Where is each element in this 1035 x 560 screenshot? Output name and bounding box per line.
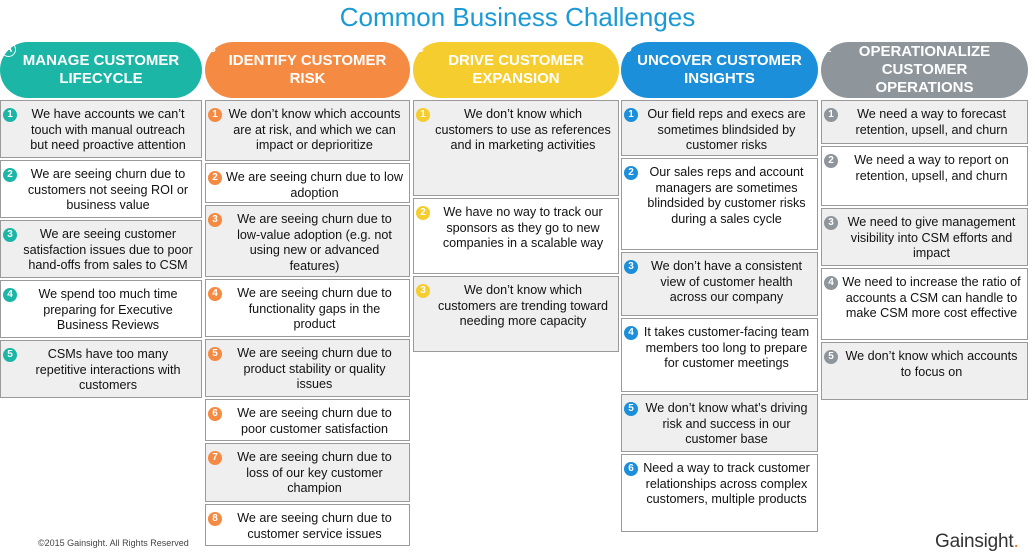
list-item <box>0 100 202 158</box>
item-text: Need a way to track customer relationships across complex customers, multiple products <box>643 461 810 506</box>
item-text: We don’t know which customers are trending toward needing more capacity <box>437 283 609 328</box>
column-header <box>621 42 818 98</box>
number-badge: 5 <box>824 350 838 364</box>
number-badge: 1 <box>3 108 17 122</box>
item-text: We don’t know which accounts to focus on <box>845 349 1018 379</box>
item-text: We are seeing churn due to product stability or quality issues <box>237 346 392 391</box>
item-text: Our field reps and execs are sometimes blindsided by customer risks <box>647 107 806 152</box>
number-badge: 3 <box>416 284 430 298</box>
item-text: We need a way to report on retention, upsell, and churn <box>854 153 1009 183</box>
number-badge: 3 <box>3 228 17 242</box>
column-header <box>205 42 410 98</box>
item-text: We are seeing churn due to low adoption <box>226 170 403 200</box>
number-badge: 8 <box>208 512 222 526</box>
column-header <box>0 42 202 98</box>
list-item <box>0 280 202 338</box>
number-badge: 2 <box>208 171 222 185</box>
number-badge: 2 <box>824 154 838 168</box>
item-text: We are seeing churn due to customers not seeing ROI or business value <box>27 167 189 212</box>
number-badge: 4 <box>3 288 17 302</box>
number-badge: 5 <box>3 348 17 362</box>
list-item <box>621 252 818 316</box>
item-text: We don’t know what’s driving risk and success in our customer base <box>645 401 808 446</box>
list-item <box>413 276 619 352</box>
list-item <box>205 279 410 337</box>
list-item <box>205 205 410 277</box>
number-badge: 1 <box>824 108 838 122</box>
number-badge: 2 <box>416 206 430 220</box>
number-badge: 2 <box>624 166 638 180</box>
list-item <box>205 443 410 502</box>
number-badge: 1 <box>208 108 222 122</box>
item-text: We spend too much time preparing for Executive Business Reviews <box>38 287 178 332</box>
item-text: We don’t know which accounts are at risk, and which we can impact or deprioritize <box>228 107 401 152</box>
list-item <box>413 100 619 196</box>
column-letter: B <box>208 43 216 55</box>
item-text: We are seeing churn due to low-value adoption (e.g. not using new or advanced features) <box>237 212 392 273</box>
column-letter: D <box>624 43 632 55</box>
number-badge: 2 <box>3 168 17 182</box>
list-item <box>621 158 818 250</box>
list-item <box>621 394 818 452</box>
item-text: We are seeing churn due to functionality gaps in the product <box>237 286 392 331</box>
column-header <box>821 42 1028 98</box>
page-title: Common Business Challenges <box>339 2 696 32</box>
column-uncover-customer-insights <box>621 42 818 534</box>
list-item <box>821 342 1028 400</box>
number-badge: 4 <box>824 276 838 290</box>
column-header-label: MANAGE CUSTOMER LIFECYCLE <box>22 51 180 87</box>
item-text: It takes customer-facing team members too long to prepare for customer meetings <box>643 325 810 370</box>
list-item <box>205 100 410 161</box>
item-text: We have no way to track our sponsors as they go to new companies in a scalable way <box>442 205 604 250</box>
list-item <box>0 160 202 218</box>
column-header-label: DRIVE CUSTOMER EXPANSION <box>448 51 584 87</box>
item-text: CSMs have too many repetitive interactions with customers <box>35 347 181 392</box>
column-letter: A <box>1 42 16 57</box>
list-item <box>0 340 202 398</box>
number-badge: 6 <box>208 407 222 421</box>
item-text: Our sales reps and account managers are sometimes blindsided by customer risks during a sales cycle <box>647 165 806 226</box>
list-item <box>621 454 818 532</box>
number-badge: 5 <box>624 402 638 416</box>
number-badge: 3 <box>624 260 638 274</box>
list-item <box>205 163 410 203</box>
number-badge: 1 <box>624 108 638 122</box>
column-header <box>413 42 619 98</box>
number-badge: 4 <box>208 287 222 301</box>
list-item <box>821 268 1028 340</box>
column-manage-customer-lifecycle <box>0 42 202 400</box>
number-badge: 5 <box>208 347 222 361</box>
list-item <box>205 504 410 546</box>
item-text: We don’t know which customers to use as references and in marketing activities <box>435 107 611 152</box>
item-text: We need a way to forecast retention, upsell, and churn <box>855 107 1008 137</box>
item-text: We are seeing churn due to loss of our key customer champion <box>237 450 392 495</box>
item-text: We don’t have a consistent view of customer health across our company <box>651 259 802 304</box>
list-item <box>0 220 202 278</box>
list-item <box>621 318 818 392</box>
list-item <box>205 399 410 441</box>
column-operationalize-customer-operations <box>821 42 1028 402</box>
number-badge: 6 <box>624 462 638 476</box>
column-letter: C <box>416 43 424 55</box>
column-drive-customer-expansion <box>413 42 619 354</box>
column-identify-customer-risk <box>205 42 410 548</box>
list-item <box>205 339 410 397</box>
list-item <box>821 208 1028 266</box>
item-text: We have accounts we can’t touch with manual outreach but need proactive attention <box>30 107 186 152</box>
column-header-label: UNCOVER CUSTOMER INSIGHTS <box>637 51 802 87</box>
list-item <box>413 198 619 274</box>
gainsight-logo <box>935 531 1019 553</box>
list-item <box>821 146 1028 206</box>
item-text: We are seeing customer satisfaction issues due to poor hand-offs from sales to CSM <box>23 227 193 272</box>
column-header-label: OPERATIONALIZE CUSTOMER OPERATIONS <box>858 42 991 97</box>
column-letter: E <box>824 43 832 55</box>
copyright-text: ©2015 Gainsight. All Rights Reserved <box>38 538 189 548</box>
item-text: We need to give management visibility into CSM efforts and impact <box>847 215 1016 260</box>
number-badge: 7 <box>208 451 222 465</box>
number-badge: 1 <box>416 108 430 122</box>
item-text: We need to increase the ratio of accounts a CSM can handle to make CSM more cost effective <box>842 275 1021 320</box>
number-badge: 3 <box>824 216 838 230</box>
item-text: We are seeing churn due to poor customer satisfaction <box>237 406 392 436</box>
list-item <box>621 100 818 156</box>
number-badge: 4 <box>624 326 638 340</box>
list-item <box>821 100 1028 144</box>
item-text: We are seeing churn due to customer service issues <box>237 511 392 541</box>
logo-mark: . <box>1013 531 1019 552</box>
number-badge: 3 <box>208 213 222 227</box>
column-header-label: IDENTIFY CUSTOMER RISK <box>228 51 387 87</box>
logo-text: Gainsight <box>935 531 1014 552</box>
